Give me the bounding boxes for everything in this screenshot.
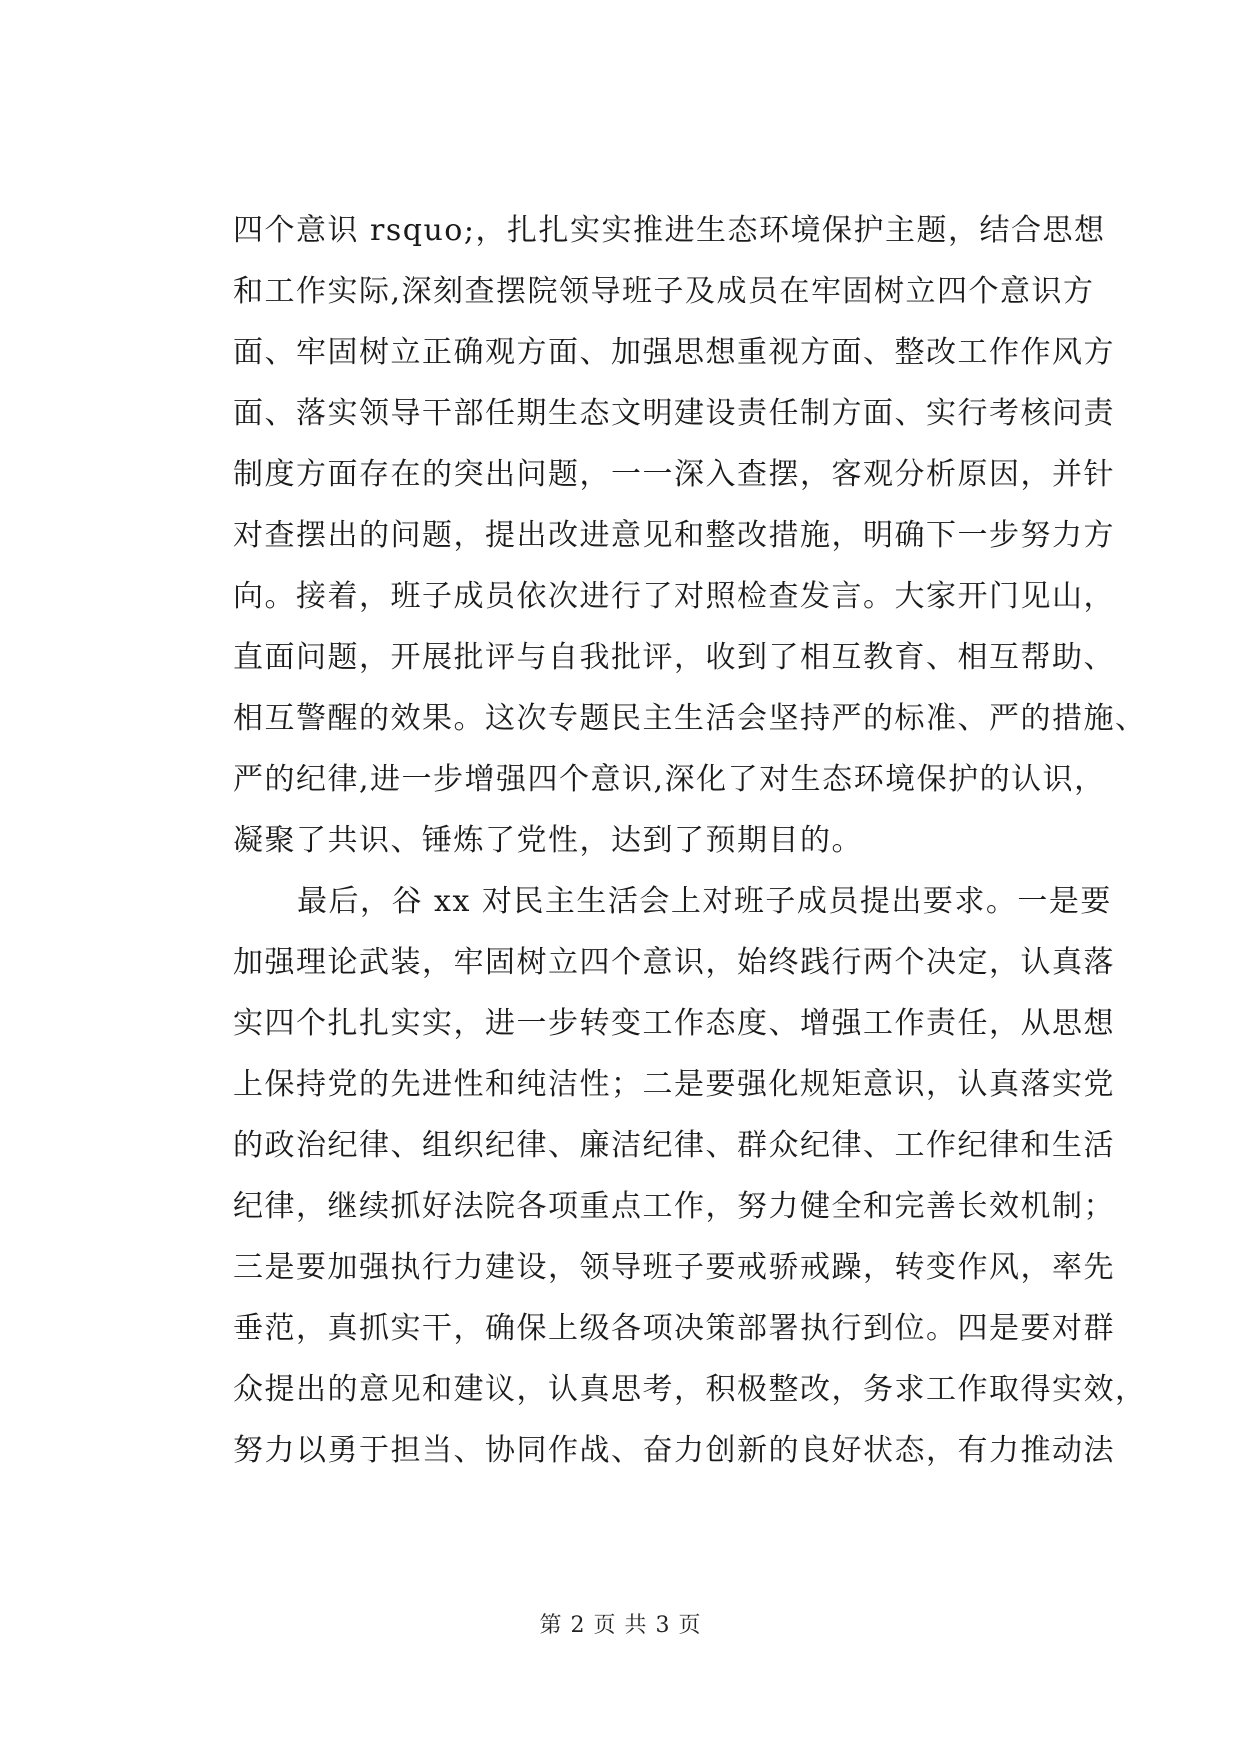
- text-line: 四个意识 rsquo;，扎扎实实推进生态环境保护主题，结合思想: [233, 213, 1106, 248]
- text-line: 和工作实际,深刻查摆院领导班子及成员在牢固树立四个意识方: [233, 274, 1095, 309]
- text-line: 凝聚了共识、锤炼了党性，达到了预期目的。: [233, 823, 863, 858]
- text-line: 众提出的意见和建议，认真思考，积极整改，务求工作取得实效，: [233, 1372, 1147, 1407]
- text-line: 相互警醒的效果。这次专题民主生活会坚持严的标准、严的措施、: [233, 701, 1147, 736]
- text-line: 垂范，真抓实干，确保上级各项决策部署执行到位。四是要对群: [233, 1311, 1115, 1346]
- page-number-footer: 第 2 页 共 3 页: [539, 1613, 702, 1638]
- text-line: 面、落实领导干部任期生态文明建设责任制方面、实行考核问责: [233, 396, 1115, 431]
- text-line: 向。接着，班子成员依次进行了对照检查发言。大家开门见山，: [233, 579, 1115, 614]
- text-line: 三是要加强执行力建设，领导班子要戒骄戒躁，转变作风，率先: [233, 1250, 1115, 1285]
- text-line: 制度方面存在的突出问题，一一深入查摆，客观分析原因，并针: [233, 457, 1115, 492]
- text-line: 上保持党的先进性和纯洁性；二是要强化规矩意识，认真落实党: [233, 1067, 1115, 1102]
- paragraph-2: [233, 871, 1147, 1481]
- text-line: 纪律，继续抓好法院各项重点工作，努力健全和完善长效机制；: [233, 1189, 1115, 1224]
- text-line: 最后，谷 xx 对民主生活会上对班子成员提出要求。一是要: [297, 884, 1112, 919]
- paragraph-1: [233, 200, 1147, 871]
- text-line: 严的纪律,进一步增强四个意识,深化了对生态环境保护的认识，: [233, 762, 1106, 797]
- text-line: 加强理论武装，牢固树立四个意识，始终践行两个决定，认真落: [233, 945, 1115, 980]
- text-line: 面、牢固树立正确观方面、加强思想重视方面、整改工作作风方: [233, 335, 1115, 370]
- text-line: 直面问题，开展批评与自我批评，收到了相互教育、相互帮助、: [233, 640, 1115, 675]
- text-line: 的政治纪律、组织纪律、廉洁纪律、群众纪律、工作纪律和生活: [233, 1128, 1115, 1163]
- text-line: 对查摆出的问题，提出改进意见和整改措施，明确下一步努力方: [233, 518, 1115, 553]
- text-line: 努力以勇于担当、协同作战、奋力创新的良好状态，有力推动法: [233, 1433, 1115, 1468]
- text-line: 实四个扎扎实实，进一步转变工作态度、增强工作责任，从思想: [233, 1006, 1115, 1041]
